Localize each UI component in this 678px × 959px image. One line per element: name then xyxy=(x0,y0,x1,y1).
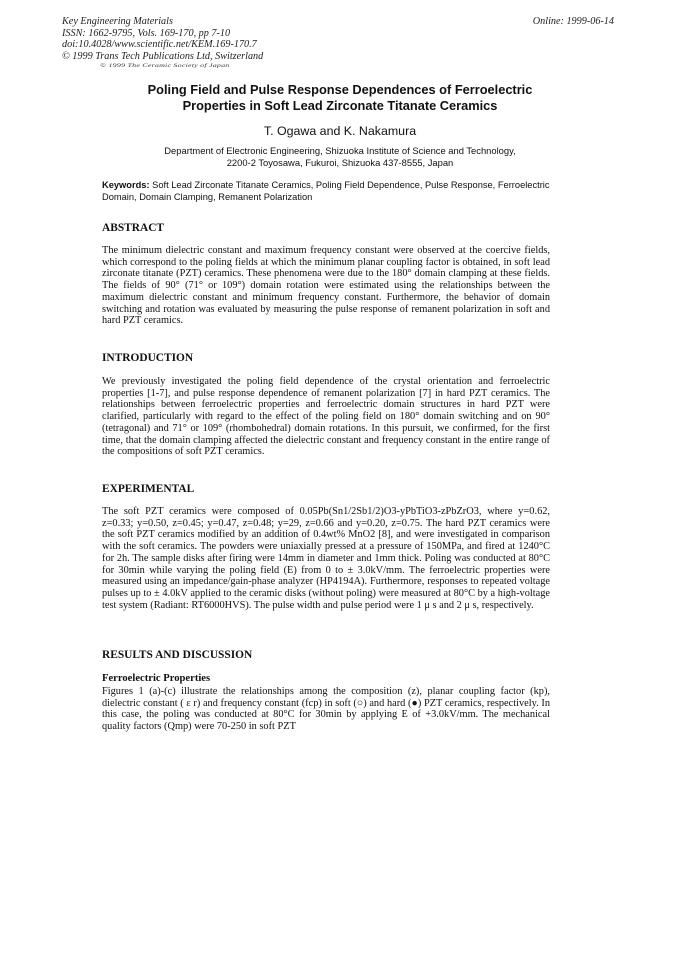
keywords-text: Soft Lead Zirconate Titanate Ceramics, Poling Field Dependence, Pulse Response, Ferroelectric Domain, Domain Clamping, Remanent Polarization xyxy=(102,180,550,202)
keywords-block xyxy=(102,180,554,203)
title-line-2: Properties in Soft Lead Zirconate Titanate Ceramics xyxy=(182,98,498,113)
affiliation-line-1: Department of Electronic Engineering, Shizuoka Institute of Science and Technology, xyxy=(164,145,516,156)
introduction-heading: INTRODUCTION xyxy=(102,352,194,364)
online-date: Online: 1999-06-14 xyxy=(532,16,614,27)
introduction-text: We previously investigated the poling field dependence of the crystal orientation and ferroelectric properties [1-7], and pulse response dependence of remanent polarization [7] in hard PZT ceramics. The relationships between ferroelectric properties and ferroelectric domain structures in hard PZT were clarified, particularly with regard to the effect of the poling field on 180° domain switching and on 90° (tetragonal) and 71° or 109° (rhombohedral) domain rotations. In this pursuit, we confirmed, for the first time, that the domain clamping affected the dielectric constant and frequency constant in the entire range of the compositions of soft PZT ceramics. xyxy=(102,376,550,458)
doi-line: doi:10.4028/www.scientific.net/KEM.169-170.7 xyxy=(62,39,257,51)
results-heading: RESULTS AND DISCUSSION xyxy=(102,649,253,661)
paper-title xyxy=(60,82,620,114)
abstract-heading: ABSTRACT xyxy=(102,222,165,234)
ferroelectric-properties-heading: Ferroelectric Properties xyxy=(102,673,211,684)
journal-name: Key Engineering Materials xyxy=(62,16,173,27)
keywords-label: Keywords: xyxy=(102,180,150,190)
affiliation-line-2: 2200-2 Toyosawa, Fukuroi, Shizuoka 437-8555, Japan xyxy=(226,156,454,168)
copyright-line: © 1999 Trans Tech Publications Ltd, Switzerland xyxy=(62,50,264,62)
title-line-1: Poling Field and Pulse Response Dependences of Ferroelectric xyxy=(147,82,533,97)
experimental-text: The soft PZT ceramics were composed of 0.05Pb(Sn1/2Sb1/2)O3-yPbTiO3-zPbZrO3, where y=0.62, z=0.33; y=0.50, z=0.45; y=0.47, z=0.48; y=29, z=0.66 and y=0.20, z=0.75. The hard PZT ceramics were the soft PZT ceramics modified by an addition of 0.4wt% MnO2 [8], and were investigated in comparison with the soft ceramics. The powders were uniaxially pressed at a pressure of 150MPa, and fired at 1240°C for 2h. The sample disks after firing were 14mm in diameter and 1mm thick. Poling was conducted at 80°C for 30min while varying the poling field (E) from 0 to ± 3.0kV/mm. The ferroelectric properties were measured using an impedance/gain-phase analyzer (HP4194A). Furthermore, responses to repeated voltage pulses up to ± 4.0kV applied to the ceramic disks (without poling) were measured at 80°C by a high-voltage test system (Radiant: RT6000HVS). The pulse width and pulse period were 1 μ s and 2 μ s, respectively. xyxy=(102,506,550,611)
abstract-text: The minimum dielectric constant and maximum frequency constant were observed at the coercive fields, which correspond to the poling fields at which the minimum planar coupling factor is obtained, in soft lead zirconate titanate (PZT) ceramics. These phenomena were due to the 180° domain clamping at these fields. The fields of 90° (71° or 109°) domain rotation were estimated using the relationships between the maximum dielectric constant and minimum frequency constant. Furthermore, the behavior of domain switching and rotation was evaluated by measuring the pulse response of remanent polarization in soft and hard PZT ceramics. xyxy=(102,245,550,327)
issn-line: ISSN: 1662-9795, Vols. 169-170, pp 7-10 xyxy=(62,27,231,39)
ferroelectric-properties-text: Figures 1 (a)-(c) illustrate the relationships among the composition (z), planar coupling factor (kp), dielectric constant ( ε r) and frequency constant (fcp) in soft (○) and hard (●) PZT ceramics, respectively. In this case, the poling was conducted at 80°C for 30min by applying E of +3.0kV/mm. The mechanical quality factors (Qmp) were 70-250 in soft PZT xyxy=(102,686,550,733)
affiliation xyxy=(60,145,620,168)
authors: T. Ogawa and K. Nakamura xyxy=(263,124,417,138)
experimental-heading: EXPERIMENTAL xyxy=(102,483,195,495)
society-copyright: © 1999 The Ceramic Society of Japan xyxy=(100,62,230,69)
publication-header xyxy=(62,16,263,62)
